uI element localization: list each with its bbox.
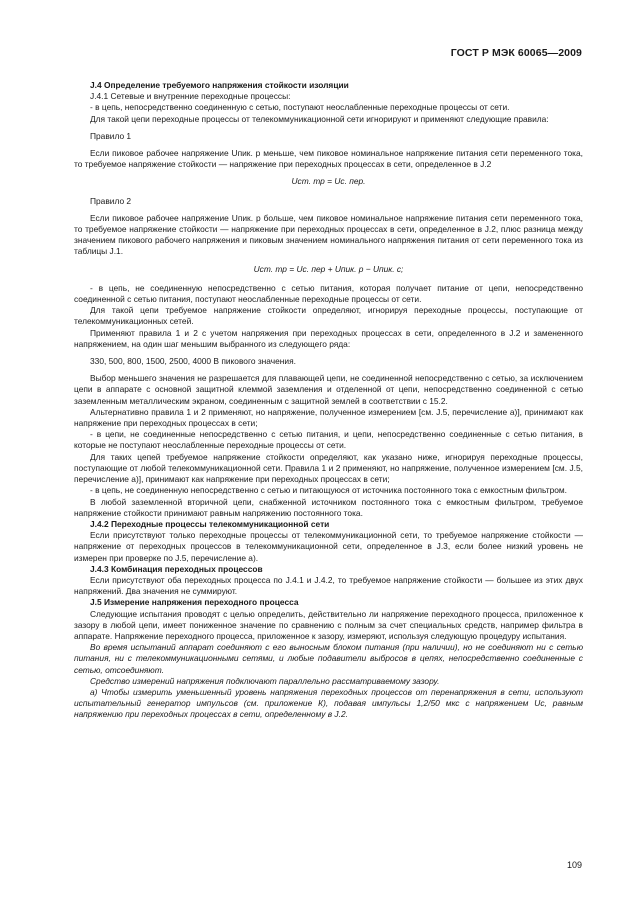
formula-1: Uст. тр = Uс. пер. <box>291 176 366 187</box>
paragraph: Применяют правила 1 и 2 с учетом напряжения при переходных процессах в сети, определенного в J.2 и замененного напряжением, на один шаг меньшим выбранного из следующего ряда: <box>74 327 583 349</box>
paragraph: - в цепь, не соединенную непосредственно с сетью и питающуюся от источника постоянного тока с емкостным фильтром. <box>90 485 567 496</box>
rule-2-label: Правило 2 <box>90 195 132 206</box>
paragraph: - в цепь, не соединенную непосредственно с сетью питания, которая получает питание от цепи, непосредственно соединенной с сетью питания, поступают неослабленные переходные процессы от сети. <box>74 282 583 305</box>
section-heading-j4: J.4 Определение требуемого напряжения стойкости изоляции <box>90 80 349 90</box>
paragraph: Если пиковое рабочее напряжение Uпик. р больше, чем пиковое номинальное напряжение питания сети переменного тока, то требуемое напряжение стойкости — напряжение при переходных процессах в сети, определенное в J.2, плюс разница между значением пикового рабочего напряжения и пиковым значением номинального напряжения питания от сети переменного тока из таблицы J.1. <box>74 212 583 257</box>
formula-2: Uст. тр = Uс. пер + Uпик. р − Uпик. с; <box>253 263 404 274</box>
paragraph: Выбор меньшего значения не разрешается для плавающей цепи, не соединенной непосредственно с сетью, за исключением цепи в аппарате с основной защитной клеммой заземления и отделенной от цепи, непосредственно соединенной с сетью заземленным металлическим экраном, соединенным с защитной землей в соответствии с 15.2. <box>74 373 583 406</box>
paragraph: Альтернативно правила 1 и 2 применяют, но напряжение, полученное измерением [см. J.5, перечисление а)], принимают как напряжение при переходных процессах в сети; <box>74 406 583 429</box>
paragraph: а) Чтобы измерить уменьшенный уровень напряжения переходных процессов от перенапряжения в сети, используют испытательный генератор импульсов (см. приложение К), подавая импульсы 1,2/50 мкс с напряжением Uс, равным напряжению при переходных процессах в сети, определенному в J.2. <box>74 686 583 720</box>
paragraph: Для таких цепей требуемое напряжение стойкости определяют, как указано ниже, игнорируя переходные процессы, поступающие от любой телекоммуникационной сети. Правила 1 и 2 применяют, но напряжение, полученное измерением [см. J.5, перечисление а)], принимают как напряжение при переходных процессах в сети; <box>74 451 583 485</box>
paragraph: Для такой цепи требуемое напряжение стойкости определяют, игнорируя переходные процессы, поступающие от телекоммуникационных сетей. <box>74 305 583 327</box>
voltage-series: 330, 500, 800, 1500, 2500, 4000 В пикового значения. <box>90 356 296 367</box>
paragraph: Во время испытаний аппарат соединяют с его выносным блоком питания (при наличии), но не соединяют ни с сетью питания, ни с телекоммуникационными сетями, и любые подавители выбросов в цепях, непосредственно соединенные с сетью, отсоединяют. <box>74 642 583 675</box>
paragraph: Если присутствуют оба переходных процесса по J.4.1 и J.4.2, то требуемое напряжение стойкости — большее из этих двух напряжений. Два значения не суммируют. <box>74 574 583 597</box>
page-number: 109 <box>566 860 582 870</box>
page-content <box>74 80 583 721</box>
paragraph: В любой заземленной вторичной цепи, снабженной источником постоянного тока с емкостным фильтром, требуемое напряжение стойкости принимают равным напряжению постоянного тока. <box>74 496 583 518</box>
paragraph: Для такой цепи переходные процессы от телекоммуникационной сети игнорируют и применяют следующие правила: <box>90 113 549 124</box>
section-heading-j5: J.5 Измерение напряжения переходного процесса <box>90 597 299 608</box>
section-heading-j42: J.4.2 Переходные процессы телекоммуникационной сети <box>90 518 330 529</box>
paragraph: Если присутствуют только переходные процессы от телекоммуникационной сети, то требуемое напряжение стойкости — напряжение от переходных процессов в телекоммуникационной сети, определенное в J.3, если более низкий уровень не измерен при проверке по J.5, перечисление а). <box>74 530 583 563</box>
paragraph: Средство измерений напряжения подключают параллельно рассматриваемому зазору. <box>90 675 440 686</box>
section-heading-j43: J.4.3 Комбинация переходных процессов <box>90 563 263 574</box>
paragraph: - в цепь, непосредственно соединенную с сетью, поступают неослабленные переходные процессы от сети. <box>90 102 510 113</box>
paragraph: Если пиковое рабочее напряжение Uпик. р меньше, чем пиковое номинальное напряжение питания сети переменного тока, то требуемое напряжение стойкости — напряжение при переходных процессах в сети, определенное в J.2 <box>74 148 583 170</box>
paragraph: Следующие испытания проводят с целью определить, действительно ли напряжение переходного процесса, приложенное к зазору в любой цепи, имеет пониженное значение по сравнению с полным за счет специальных средств, например фильтра в аппарате. Напряжение переходного процесса, приложенное к зазору, измеряют, используя следующую процедуру испытания. <box>74 608 583 641</box>
paragraph: J.4.1 Сетевые и внутренние переходные процессы: <box>90 91 291 102</box>
rule-1-label: Правило 1 <box>90 130 132 141</box>
paragraph: - в цепи, не соединенные непосредственно с сетью питания, и цепи, непосредственно соединенные с сетью питания, в которые не поступают неослабленные переходные процессы от сети. <box>74 429 583 451</box>
standard-header: ГОСТ Р МЭК 60065—2009 <box>450 47 582 59</box>
